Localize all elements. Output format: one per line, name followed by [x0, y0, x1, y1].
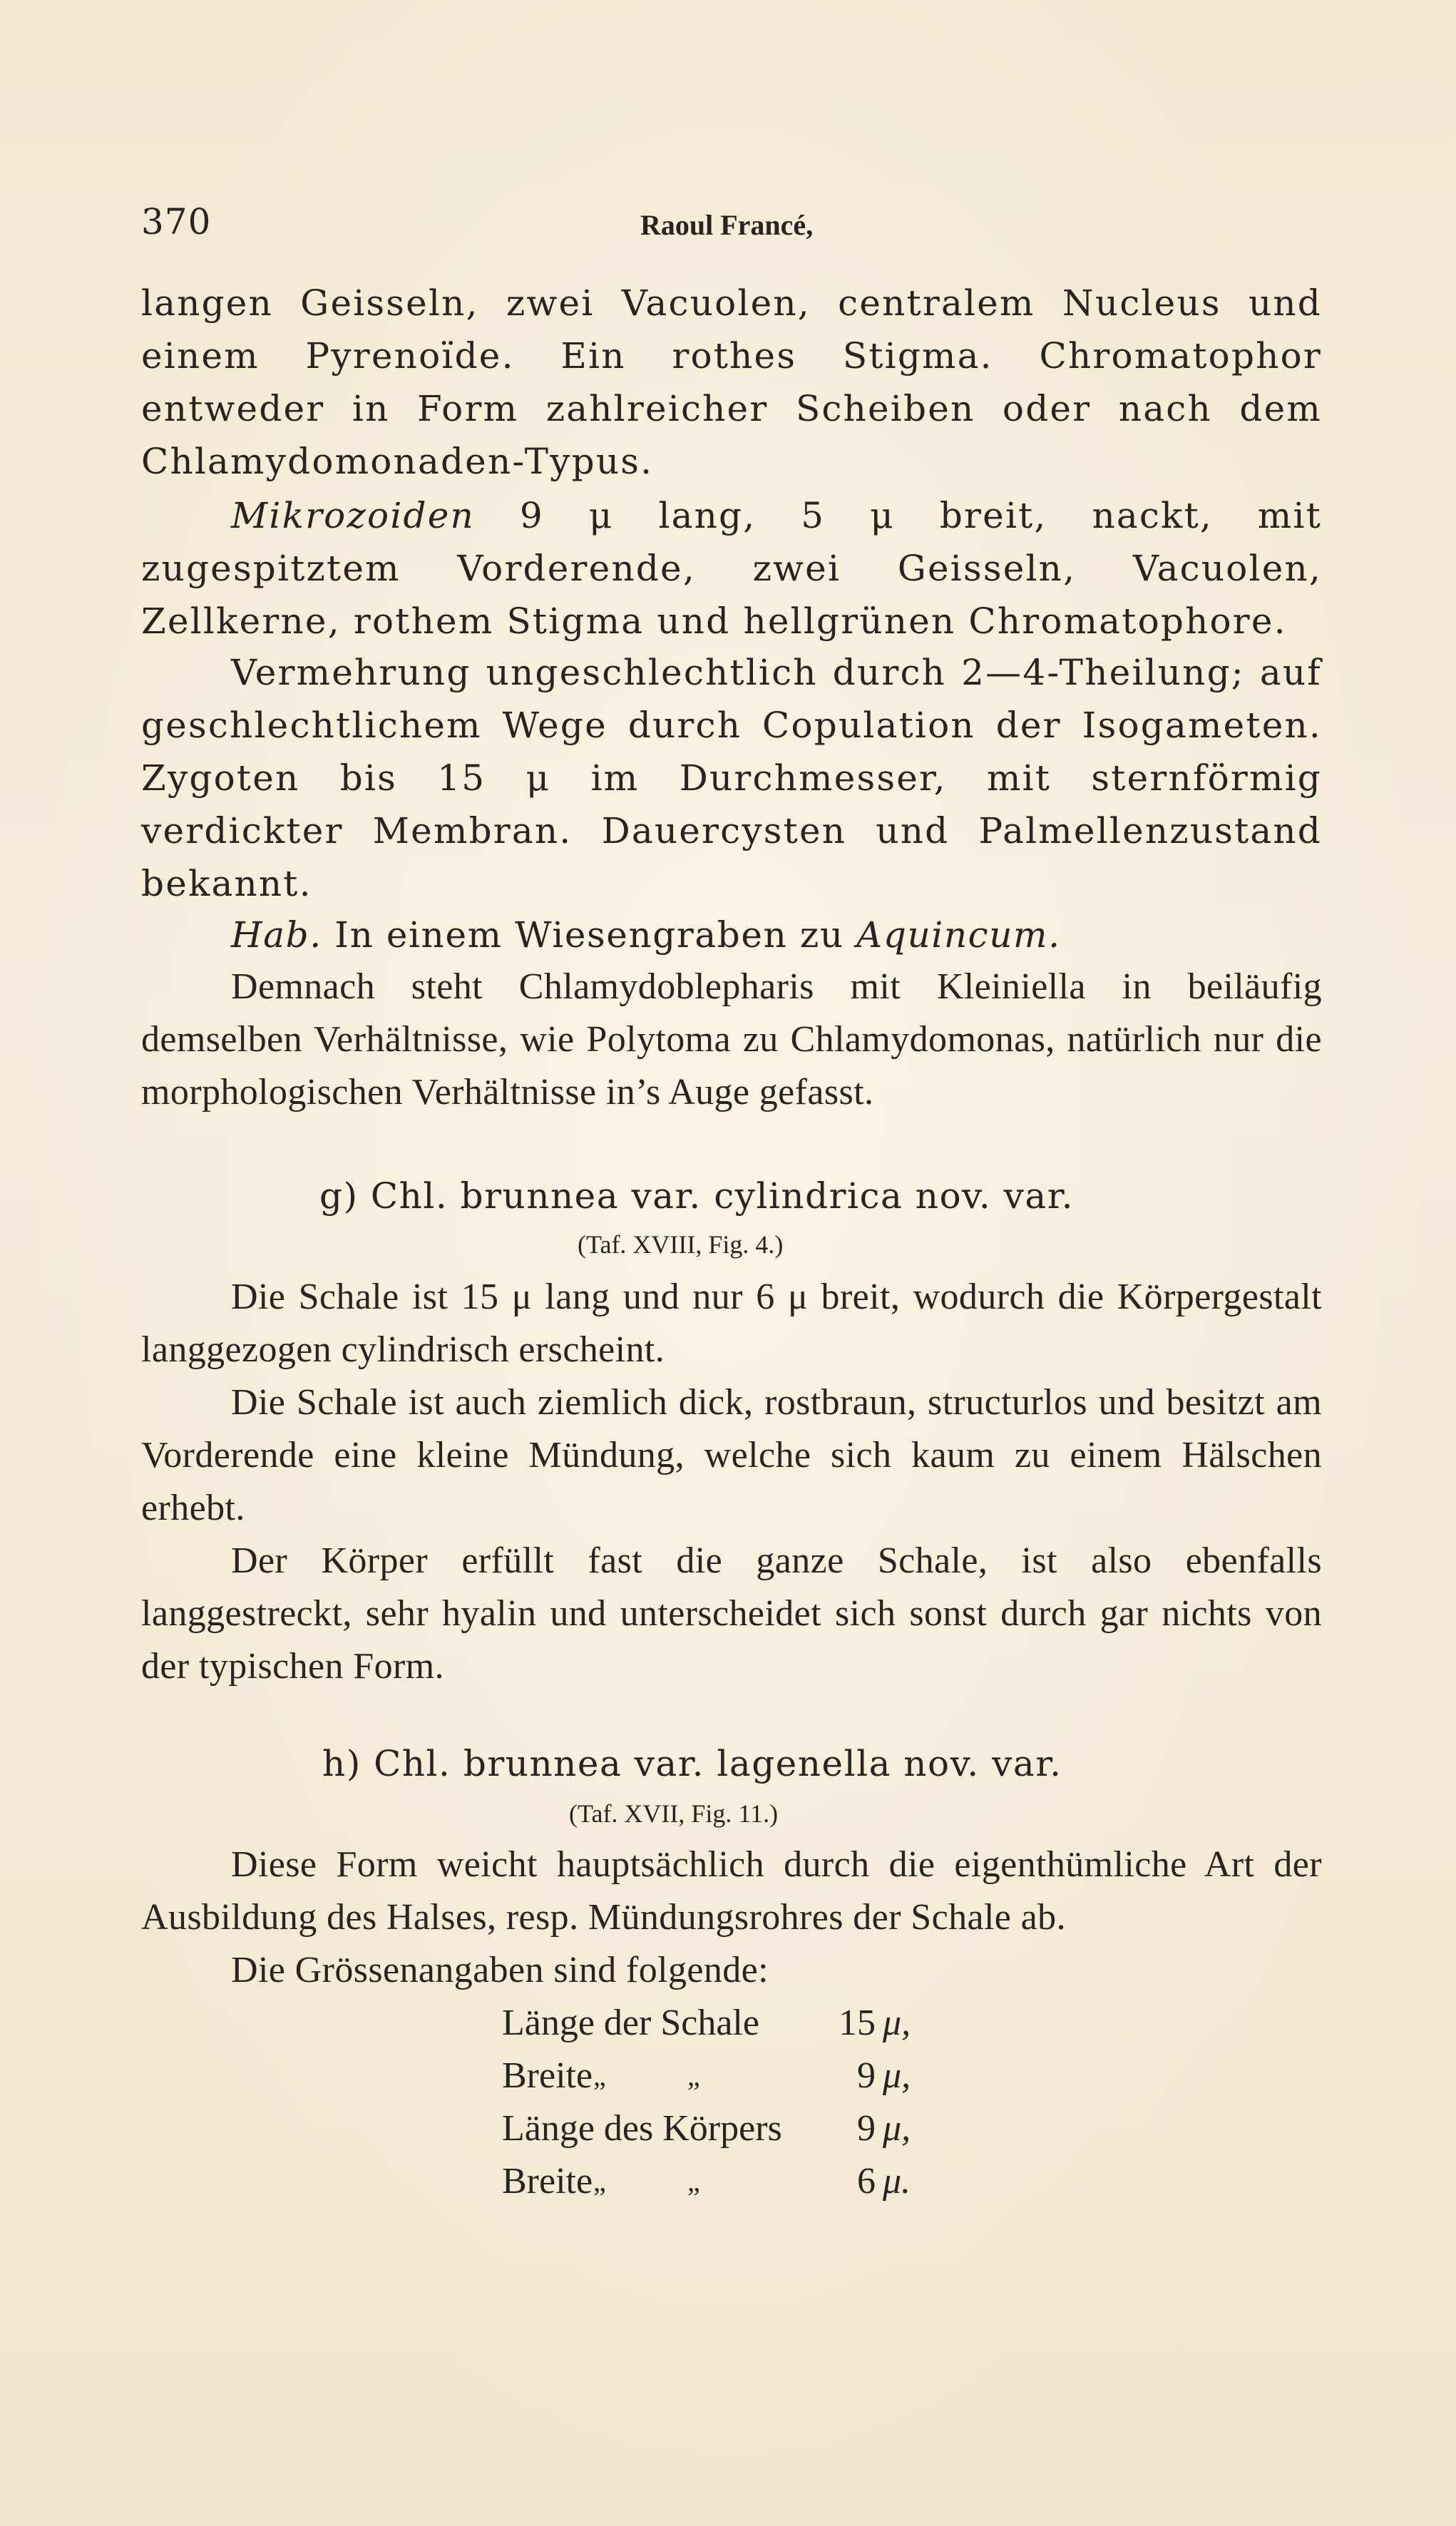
- paragraph-5-text: Demnach steht Chlamydoblepharis mit Kleiniella in beiläufig demselben Verhältnisse, wie Polytoma zu Chlamydomonas, natürlich nur die morphologischen Verhältnisse in’s Auge gefasst.: [141, 966, 1322, 1113]
- measurement-unit: μ,: [883, 2108, 911, 2149]
- section-h-paragraph-2: Die Grössenangaben sind folgende:: [231, 1950, 769, 1990]
- habitat-line: [141, 909, 1322, 961]
- measurement-label: Breite: [502, 2161, 593, 2202]
- section-g-paragraph-2: Die Schale ist auch ziemlich dick, rostbraun, structurlos und besitzt am Vorderende eine kleine Mündung, welche sich kaum zu einem Hälschen erhebt.: [141, 1382, 1322, 1528]
- measurement-label: Breite: [502, 2055, 593, 2096]
- ditto-mark: „: [593, 2165, 606, 2197]
- section-g-paragraph-3: Der Körper erfüllt fast die ganze Schale, ist also ebenfalls langgestreckt, sehr hyalin und unterscheidet sich sonst durch gar nichts von der typischen Form.: [141, 1540, 1322, 1687]
- ditto-mark: „: [593, 2060, 606, 2092]
- measurement-row: [492, 1997, 991, 2050]
- measurement-value: 15: [839, 2003, 876, 2043]
- running-head: Raoul Francé,: [640, 209, 814, 241]
- section-h-body: [141, 1839, 1322, 1997]
- ditto-mark: „: [687, 2060, 700, 2092]
- section-g-plate-ref: (Taf. XVIII, Fig. 4.): [578, 1230, 784, 1259]
- habitat-label: Hab.: [231, 914, 322, 956]
- measurements-table: [492, 1997, 991, 2208]
- measurement-row: [492, 2102, 991, 2155]
- measurement-value: 9: [857, 2108, 876, 2149]
- section-h-plate-ref: (Taf. XVII, Fig. 11.): [569, 1799, 779, 1828]
- measurement-label: Länge der Schale: [502, 2003, 759, 2043]
- habitat-text: In einem Wiesengraben zu: [322, 914, 857, 956]
- paragraph-3-text: Vermehrung ungeschlechtlich durch 2—4-Theilung; auf geschlechtlichem Wege durch Copulation der Isogameten. Zygoten bis 15 μ im Durchmesser, mit sternförmig verdickter Membran. Dauercysten und Palmellenzustand bekannt.: [141, 652, 1322, 904]
- paragraph-3: [141, 646, 1322, 910]
- measurement-row: [492, 2050, 991, 2102]
- paragraph-1: [141, 277, 1322, 488]
- section-g-heading: g) Chl. brunnea var. cylindrica nov. var.: [319, 1175, 1075, 1217]
- measurement-label: Länge des Körpers: [502, 2108, 782, 2149]
- measurement-value: 6: [857, 2161, 876, 2202]
- paragraph-1-text: langen Geisseln, zwei Vacuolen, centralem Nucleus und einem Pyrenoïde. Ein rothes Stigma. Chromatophor entweder in Form zahlreicher Scheiben oder nach dem Chlamydomonaden-Typus.: [141, 282, 1322, 482]
- section-g-body: [141, 1271, 1322, 1693]
- measurement-unit: μ,: [883, 2003, 911, 2043]
- paragraph-2-text: 9 μ lang, 5 μ breit, nackt, mit zugespitztem Vorderende, zwei Geisseln, Vacuolen, Zellkerne, rothem Stigma und hellgrünen Chromatophore.: [141, 495, 1322, 642]
- section-g-paragraph-1: Die Schale ist 15 μ lang und nur 6 μ breit, wodurch die Körpergestalt langgezogen cylindrisch erscheint.: [141, 1277, 1322, 1370]
- section-h-heading: h) Chl. brunnea var. lagenella nov. var.: [322, 1743, 1062, 1784]
- paragraph-5: [141, 961, 1322, 1119]
- measurement-unit: μ.: [883, 2161, 911, 2202]
- mikrozoiden-term: Mikrozoiden: [231, 495, 475, 536]
- ditto-mark: „: [687, 2165, 700, 2197]
- measurement-row: [492, 2155, 991, 2208]
- page-number: 370: [141, 201, 212, 242]
- paragraph-2: [141, 489, 1322, 648]
- section-h-paragraph-1: Diese Form weicht hauptsächlich durch die eigenthümliche Art der Ausbildung des Halses, resp. Mündungsrohres der Schale ab.: [141, 1844, 1322, 1938]
- measurement-unit: μ,: [883, 2055, 911, 2096]
- page-header: [141, 201, 1322, 244]
- measurement-value: 9: [857, 2055, 876, 2096]
- habitat-location: Aquincum.: [856, 914, 1061, 956]
